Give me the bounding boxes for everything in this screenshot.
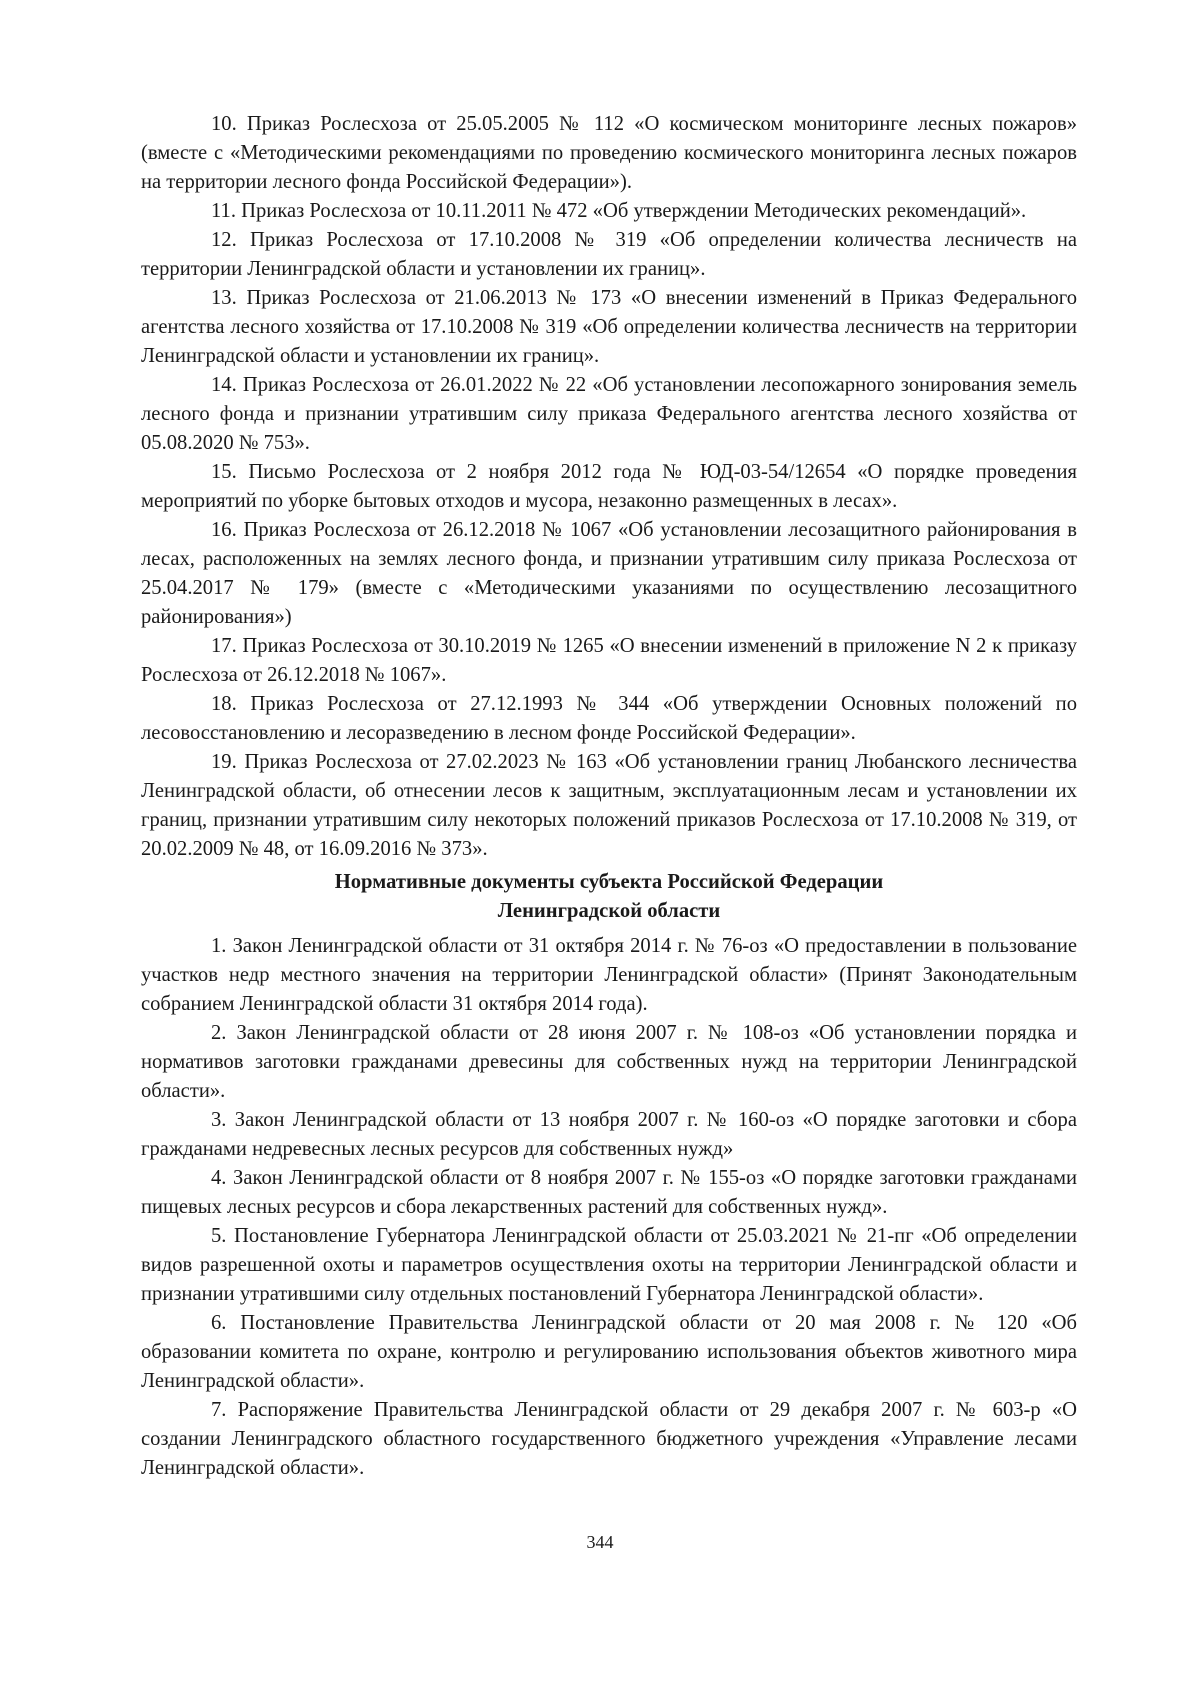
list-item: 12. Приказ Рослесхоза от 17.10.2008 № 319 «Об определении количества лесничеств на территории Ленинградской области и установлении их границ». (141, 229, 1077, 280)
list-item: 5. Постановление Губернатора Ленинградской области от 25.03.2021 № 21-пг «Об определении видов разрешенной охоты и параметров осуществления охоты на территории Ленинградской области и признании утратившими силу отдельных постановлений Губернатора Ленинградской области». (141, 1225, 1077, 1305)
section-heading (141, 868, 1077, 926)
list-item: 19. Приказ Рослесхоза от 27.02.2023 № 163 «Об установлении границ Любанского лесничества Ленинградской области, об отнесении лесов к защитным, эксплуатационным лесам и установлении их границ, признании утратившим силу некоторых положений приказов Рослесхоза от 17.10.2008 № 319, от 20.02.2009 № 48, от 16.09.2016 № 373». (141, 751, 1077, 860)
list-item: 1. Закон Ленинградской области от 31 октября 2014 г. № 76-оз «О предоставлении в пользование участков недр местного значения на территории Ленинградской области» (Принят Законодательным собранием Ленинградской области 31 октября 2014 года). (141, 935, 1077, 1015)
list-item: 14. Приказ Рослесхоза от 26.01.2022 № 22 «Об установлении лесопожарного зонирования земель лесного фонда и признании утратившим силу приказа Федерального агентства лесного хозяйства от 05.08.2020 № 753». (141, 374, 1077, 454)
section-heading-line-1: Нормативные документы субъекта Российской Федерации (334, 871, 884, 893)
list-item: 3. Закон Ленинградской области от 13 ноября 2007 г. № 160-оз «О порядке заготовки и сбора гражданами недревесных лесных ресурсов для собственных нужд» (141, 1109, 1077, 1160)
list-item: 16. Приказ Рослесхоза от 26.12.2018 № 1067 «Об установлении лесозащитного районирования в лесах, расположенных на землях лесного фонда, и признании утратившим силу приказа Рослесхоза от 25.04.2017 № 179» (вместе с «Методическими указаниями по осуществлению лесозащитного районирования») (141, 519, 1077, 628)
list-item: 18. Приказ Рослесхоза от 27.12.1993 № 344 «Об утверждении Основных положений по лесовосстановлению и лесоразведению в лесном фонде Российской Федерации». (141, 693, 1077, 744)
federal-documents-list (141, 110, 1077, 864)
regional-documents-list (141, 932, 1077, 1483)
list-item: 6. Постановление Правительства Ленинградской области от 20 мая 2008 г. № 120 «Об образовании комитета по охране, контролю и регулированию использования объектов животного мира Ленинградской области». (141, 1312, 1077, 1392)
document-page (141, 110, 1077, 1483)
page-number: 344 (586, 1532, 614, 1552)
list-item: 13. Приказ Рослесхоза от 21.06.2013 № 173 «О внесении изменений в Приказ Федерального агентства лесного хозяйства от 17.10.2008 № 319 «Об определении количества лесничеств на территории Ленинградской области и установлении их границ». (141, 287, 1077, 367)
list-item: 11. Приказ Рослесхоза от 10.11.2011 № 472 «Об утверждении Методических рекомендаций». (211, 200, 1027, 222)
list-item: 7. Распоряжение Правительства Ленинградской области от 29 декабря 2007 г. № 603-р «О создании Ленинградского областного государственного бюджетного учреждения «Управление лесами Ленинградской области». (141, 1399, 1077, 1479)
section-heading-line-2: Ленинградской области (497, 900, 721, 922)
list-item: 15. Письмо Рослесхоза от 2 ноября 2012 года № ЮД-03-54/12654 «О порядке проведения мероприятий по уборке бытовых отходов и мусора, незаконно размещенных в лесах». (141, 461, 1077, 512)
list-item: 10. Приказ Рослесхоза от 25.05.2005 № 112 «О космическом мониторинге лесных пожаров» (вместе с «Методическими рекомендациями по проведению космического мониторинга лесных пожаров на территории лесного фонда Российской Федерации»). (141, 113, 1077, 193)
list-item: 17. Приказ Рослесхоза от 30.10.2019 № 1265 «О внесении изменений в приложение N 2 к приказу Рослесхоза от 26.12.2018 № 1067». (141, 635, 1077, 686)
list-item: 4. Закон Ленинградской области от 8 ноября 2007 г. № 155-оз «О порядке заготовки гражданами пищевых лесных ресурсов и сбора лекарственных растений для собственных нужд». (141, 1167, 1077, 1218)
list-item: 2. Закон Ленинградской области от 28 июня 2007 г. № 108-оз «Об установлении порядка и нормативов заготовки гражданами древесины для собственных нужд на территории Ленинградской области». (141, 1022, 1077, 1102)
